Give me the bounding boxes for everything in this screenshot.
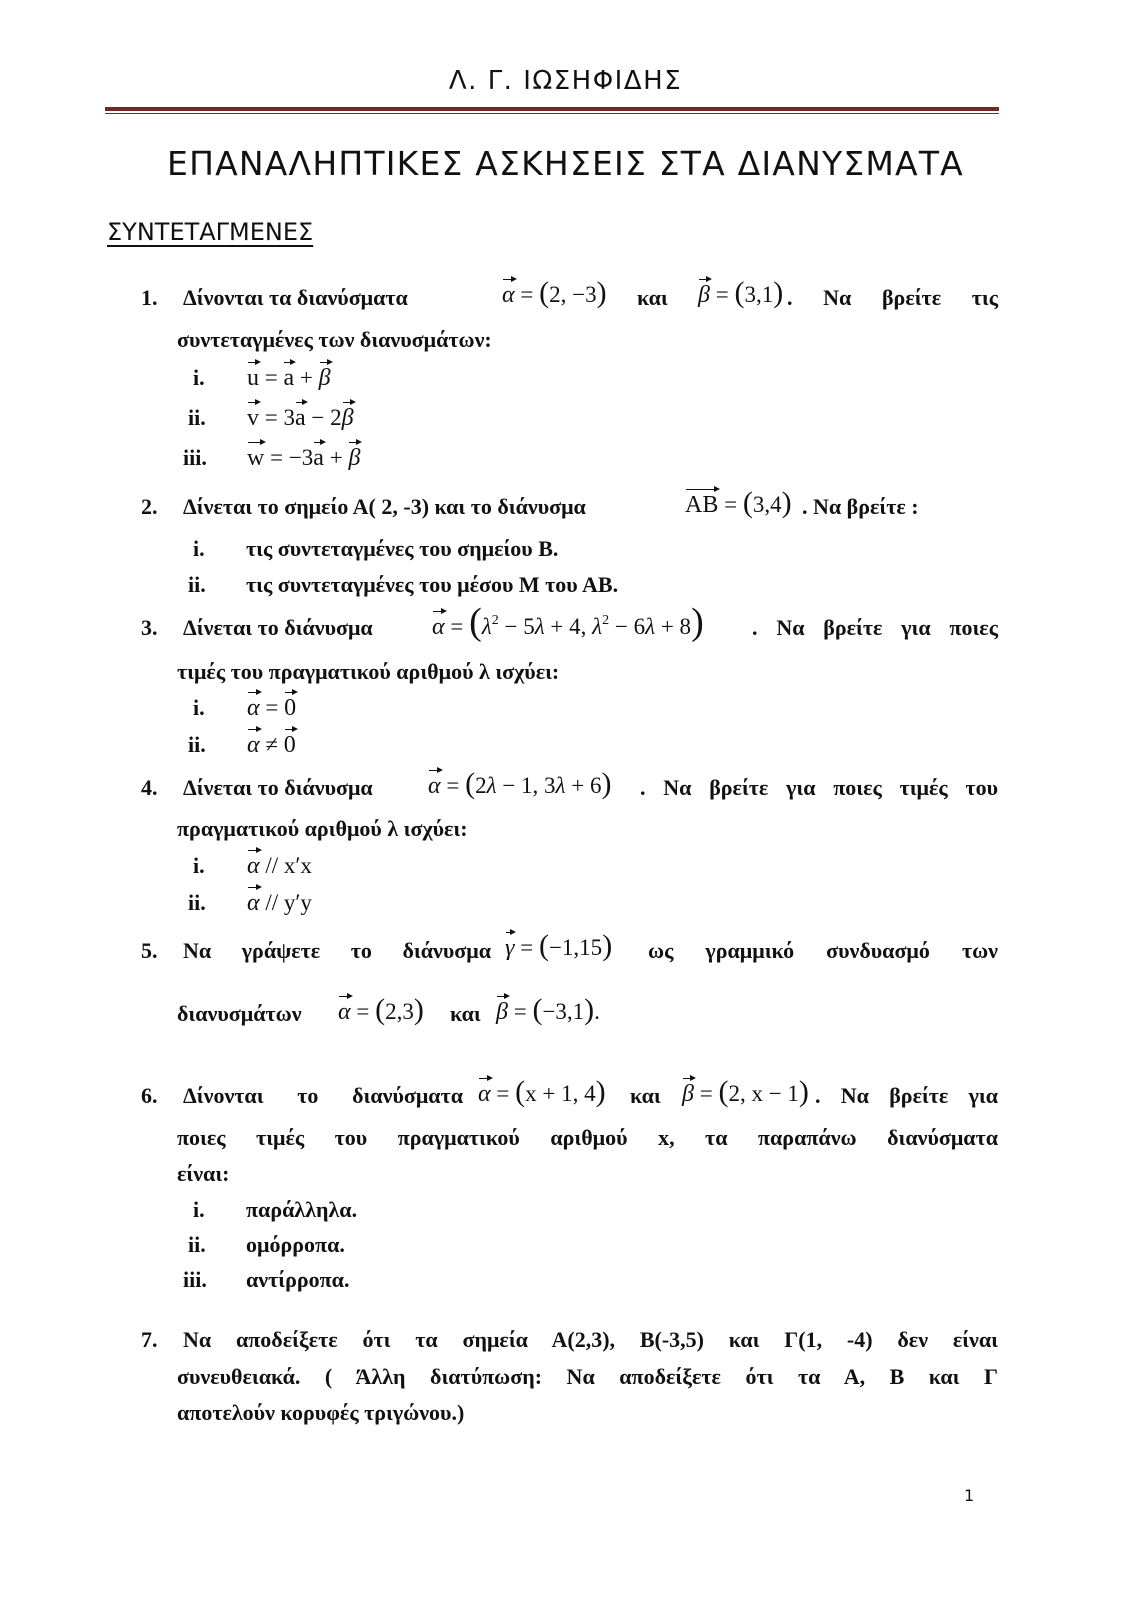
problem-number: 3. (141, 615, 158, 640)
problem-text: διανυσμάτων (177, 1001, 302, 1026)
math-expression: u = a + β (247, 365, 331, 391)
math-expression: β = (3,1) (698, 276, 784, 309)
problem-text: Δίνεται το διάνυσμα (183, 775, 373, 800)
problem-text: . Να βρείτε για ποιες (752, 615, 998, 640)
item-text: αντίρροπα. (246, 1267, 350, 1292)
problem-text: Να γράψετε το διάνυσμα (183, 938, 491, 963)
math-expression: w = −3a + β (247, 445, 361, 471)
item-label: ii. (188, 890, 206, 915)
item-label: i. (193, 365, 205, 390)
item-label: ii. (188, 572, 206, 597)
problem-text: Δίνονται τα διανύσματα (183, 285, 408, 310)
math-expression: α = (2,3) (338, 993, 424, 1026)
math-expression: α = (2, −3) (502, 276, 607, 309)
item-label: i. (193, 695, 205, 720)
problem-text: συνευθειακά. ( Άλλη διατύπωση: Να αποδείξετε ότι τα Α, Β και Γ (177, 1364, 998, 1389)
math-expression: α // y′y (247, 890, 312, 916)
problem-number: 1. (141, 285, 158, 310)
problem-text: Να αποδείξετε ότι τα σημεία Α(2,3), Β(-3,5) και Γ(1, -4) δεν είναι (183, 1327, 998, 1352)
problem-text: και (630, 1083, 661, 1108)
problem-text: τιμές του πραγματικού αριθμού λ ισχύει: (177, 659, 560, 684)
problem-text: ποιες τιμές του πραγματικού αριθμού x, τα παραπάνω διανύσματα (177, 1125, 998, 1150)
problem-text: Δίνεται το σημείο Α( 2, -3) και το διάνυσμα (183, 494, 586, 519)
item-text: τις συντεταγμένες του σημείου Β. (246, 536, 559, 561)
item-label: ii. (188, 732, 206, 757)
problem-number: 4. (141, 775, 158, 800)
item-text: τις συντεταγμένες του μέσου Μ του ΑΒ. (246, 572, 619, 597)
header-author: Λ. Γ. ΙΩΣΗΦΙΔΗΣ (448, 66, 683, 96)
item-text: παράλληλα. (246, 1197, 358, 1222)
header-rule (105, 107, 999, 115)
math-expression: $\alpha = (\lambda^2 - 5\lambda + 4$, $\lambda^2 - 6\lambda + 8$) (432, 601, 704, 643)
item-label: i. (193, 536, 205, 561)
problem-text: . Να βρείτε για (815, 1083, 998, 1108)
math-expression: α = (2λ − 1, 3λ + 6) (428, 767, 612, 800)
problem-number: 5. (141, 938, 158, 963)
problem-text: . Να βρείτε για ποιες τιμές του (640, 775, 998, 800)
problem-text: . Να βρείτε τις (787, 285, 998, 310)
item-text: ομόρροπα. (246, 1232, 345, 1257)
math-expression: α = (x + 1, 4) (478, 1075, 606, 1108)
problem-text: . Να βρείτε : (802, 494, 919, 519)
problem-text: ως γραμμικό συνδυασμό των (648, 938, 998, 963)
math-expression: α // x′x (247, 853, 312, 879)
problem-text: Δίνεται το διάνυσμα (183, 615, 373, 640)
item-label: iii. (183, 1267, 207, 1292)
math-expression: α ≠ 0 (247, 732, 296, 758)
problem-text: πραγματικού αριθμού λ ισχύει: (177, 816, 468, 841)
section-heading: ΣΥΝΤΕΤΑΓΜΕΝΕΣ (107, 218, 314, 246)
page-title: ΕΠΑΝΑΛΗΠΤΙΚΕΣ ΑΣΚΗΣΕΙΣ ΣΤΑ ΔΙΑΝΥΣΜΑΤΑ (167, 144, 964, 183)
problem-text: αποτελούν κορυφές τριγώνου.) (177, 1400, 465, 1425)
page-number: 1 (964, 1486, 975, 1505)
item-label: ii. (188, 1232, 206, 1257)
problem-text: είναι: (177, 1161, 230, 1186)
item-label: iii. (183, 445, 207, 470)
math-expression: α = 0 (247, 695, 297, 721)
problem-text: και (637, 285, 668, 310)
item-label: i. (193, 853, 205, 878)
problem-number: 6. (141, 1083, 158, 1108)
problem-number: 2. (141, 494, 158, 519)
math-expression: v = 3a − 2β (247, 405, 354, 431)
math-expression: AB = (3,4) (685, 486, 792, 519)
item-label: ii. (188, 405, 206, 430)
math-expression: β = (2, x − 1) (682, 1075, 809, 1108)
math-expression: γ = (−1,15) (505, 929, 613, 962)
problem-number: 7. (141, 1327, 158, 1352)
problem-text: συντεταγμένες των διανυσμάτων: (177, 327, 492, 352)
problem-text: Δίνονται το διανύσματα (183, 1083, 463, 1108)
math-expression: β = (−3,1). (496, 993, 600, 1026)
item-label: i. (193, 1197, 205, 1222)
problem-text: και (450, 1001, 481, 1026)
